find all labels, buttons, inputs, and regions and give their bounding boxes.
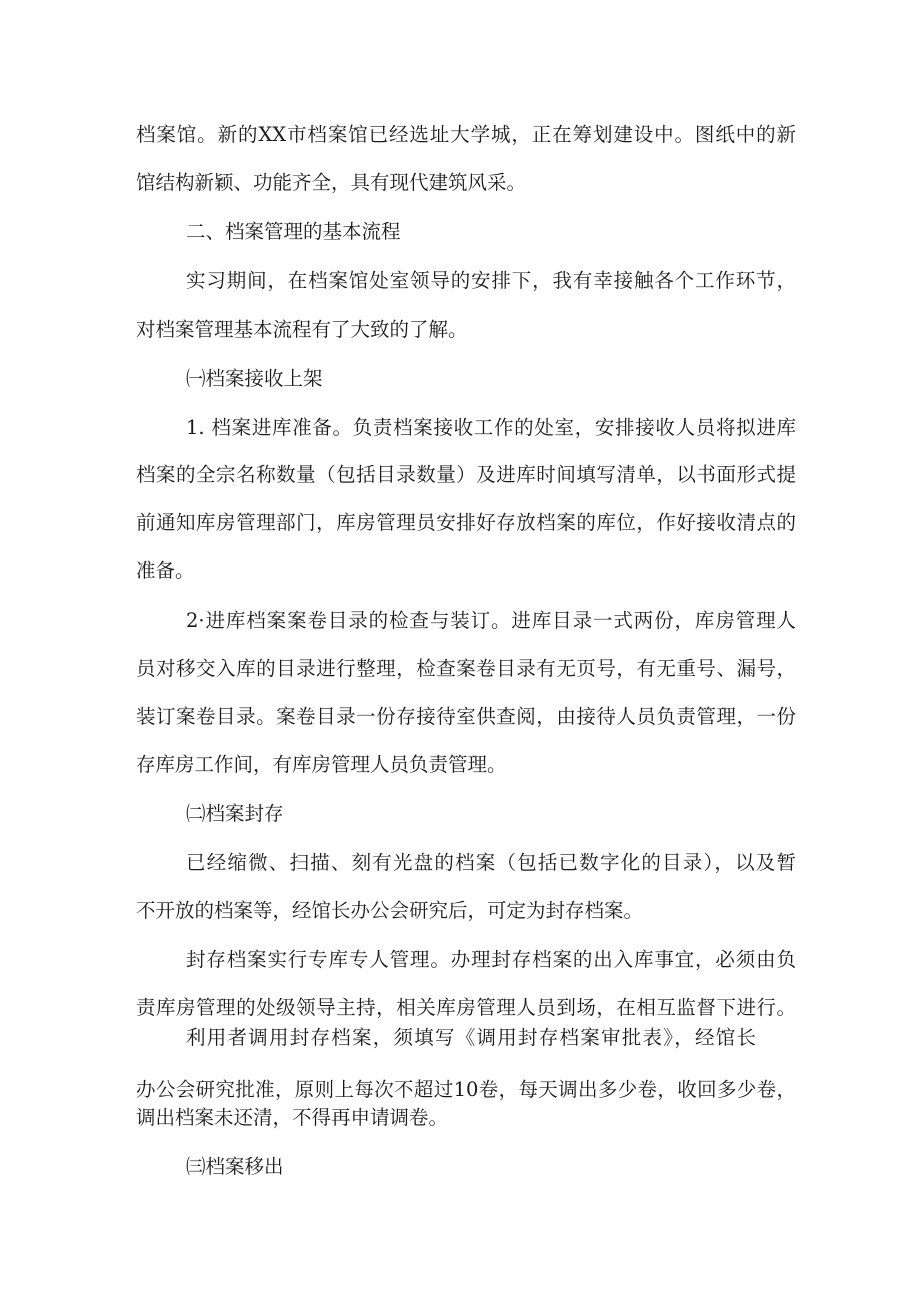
text-line-4: 实习期间，在档案馆处室领导的安排下，我有幸接触各个工作环节， xyxy=(186,269,796,292)
text-line-18: 封存档案实行专库专人管理。办理封存档案的出入库事宜，必须由负 xyxy=(186,948,796,971)
subsection-heading-1: ㈠档案接收上架 xyxy=(186,367,323,390)
text-line-10: 准备。 xyxy=(136,559,195,582)
text-line-9: 前通知库房管理部门，库房管理员安排好存放档案的库位，作好接收清点的 xyxy=(136,511,796,534)
text-line-13: 装订案卷目录。案卷目录一份存接待室供查阅，由接待人员负责管理，一份 xyxy=(136,705,796,728)
section-heading-2: 二、档案管理的基本流程 xyxy=(186,220,401,243)
subsection-heading-2: ㈡档案封存 xyxy=(186,802,284,825)
text-line-20: 利用者调用封存档案，须填写《调用封存档案审批表》，经馆长 xyxy=(186,1026,756,1049)
text-line-19: 责库房管理的处级领导主持，相关库房管理人员到场，在相互监督下进行。 xyxy=(136,996,796,1019)
text-line-5: 对档案管理基本流程有了大致的了解。 xyxy=(136,318,468,341)
text-line-16: 已经缩微、扫描、刻有光盘的档案（包括已数字化的目录），以及暂 xyxy=(186,851,796,874)
text-line-2: 馆结构新颖、功能齐全，具有现代建筑风采。 xyxy=(136,171,527,194)
text-line-14: 存库房工作间，有库房管理人员负责管理。 xyxy=(136,753,507,776)
text-line-21: 办公会研究批准，原则上每次不超过10卷，每天调出多少卷，收回多少卷， xyxy=(136,1078,796,1101)
text-line-8: 档案的全宗名称数量（包括目录数量）及进库时间填写清单，以书面形式提 xyxy=(136,463,796,486)
text-line-22: 调出档案未还清，不得再申请调卷。 xyxy=(136,1106,449,1129)
text-line-17: 不开放的档案等，经馆长办公会研究后，可定为封存档案。 xyxy=(136,899,644,922)
subsection-heading-3: ㈢档案移出 xyxy=(186,1155,284,1178)
text-line-11: 2·进库档案案卷目录的检查与装订。进库目录一式两份，库房管理人 xyxy=(186,609,796,632)
text-line-12: 员对移交入库的目录进行整理，检查案卷目录有无页号，有无重号、漏号， xyxy=(136,657,796,680)
text-line-1: 档案馆。新的XX市档案馆已经选址大学城，正在筹划建设中。图纸中的新 xyxy=(136,123,796,146)
text-line-7: 1. 档案进库准备。负责档案接收工作的处室，安排接收人员将拟进库 xyxy=(186,416,796,439)
